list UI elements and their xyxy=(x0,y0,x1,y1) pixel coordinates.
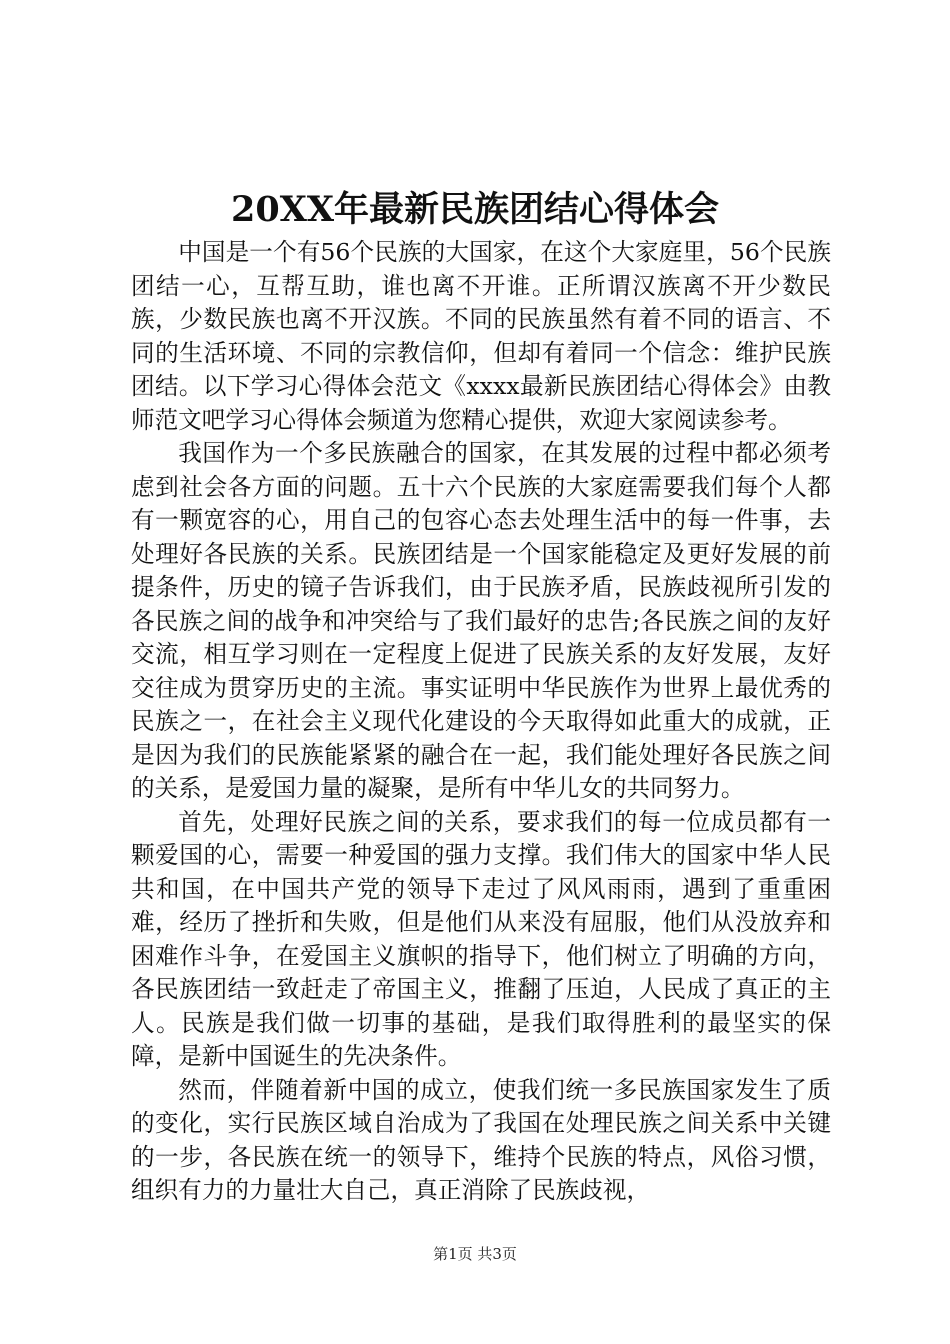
paragraph-2: 我国作为一个多民族融合的国家，在其发展的过程中都必须考虑到社会各方面的问题。五十六个民族的大家庭需要我们每个人都有一颗宽容的心，用自己的包容心态去处理生活中的每一件事，去处理好各民族的关系。民族团结是一个国家能稳定及更好发展的前提条件，历史的镜子告诉我们，由于民族矛盾，民族歧视所引发的各民族之间的战争和冲突给与了我们最好的忠告;各民族之间的友好交流，相互学习则在一定程度上促进了民族关系的友好发展，友好交往成为贯穿历史的主流。事实证明中华民族作为世界上最优秀的民族之一，在社会主义现代化建设的今天取得如此重大的成就，正是因为我们的民族能紧紧的融合在一起，我们能处理好各民族之间的关系，是爱国力量的凝聚，是所有中华儿女的共同努力。 xyxy=(131,439,831,802)
paragraph-4: 然而，伴随着新中国的成立，使我们统一多民族国家发生了质的变化，实行民族区域自治成为了我国在处理民族之间关系中关键的一步，各民族在统一的领导下，维持个民族的特点，风俗习惯，组织有力的力量壮大自己，真正消除了民族歧视， xyxy=(131,1075,831,1204)
page-number-footer: 第1页 共3页 xyxy=(433,1245,517,1263)
document-title: 20XX年最新民族团结心得体会 xyxy=(230,189,720,230)
paragraph-intro: 中国是一个有56个民族的大国家，在这个大家庭里，56个民族团结一心，互帮互助，谁也离不开谁。正所谓汉族离不开少数民族，少数民族也离不开汉族。不同的民族虽然有着不同的语言、不同的生活环境、不同的宗教信仰，但却有着同一个信念：维护民族团结。以下学习心得体会范文《xxxx最新民族团结心得体会》由教师范文吧学习心得体会频道为您精心提供，欢迎大家阅读参考。 xyxy=(131,238,831,434)
document-body xyxy=(131,236,831,1208)
paragraph-3: 首先，处理好民族之间的关系，要求我们的每一位成员都有一颗爱国的心，需要一种爱国的强力支撑。我们伟大的国家中华人民共和国，在中国共产党的领导下走过了风风雨雨，遇到了重重困难，经历了挫折和失败，但是他们从来没有屈服，他们从没放弃和困难作斗争，在爱国主义旗帜的指导下，他们树立了明确的方向，各民族团结一致赶走了帝国主义，推翻了压迫，人民成了真正的主人。民族是我们做一切事的基础，是我们取得胜利的最坚实的保障，是新中国诞生的先决条件。 xyxy=(131,807,831,1070)
